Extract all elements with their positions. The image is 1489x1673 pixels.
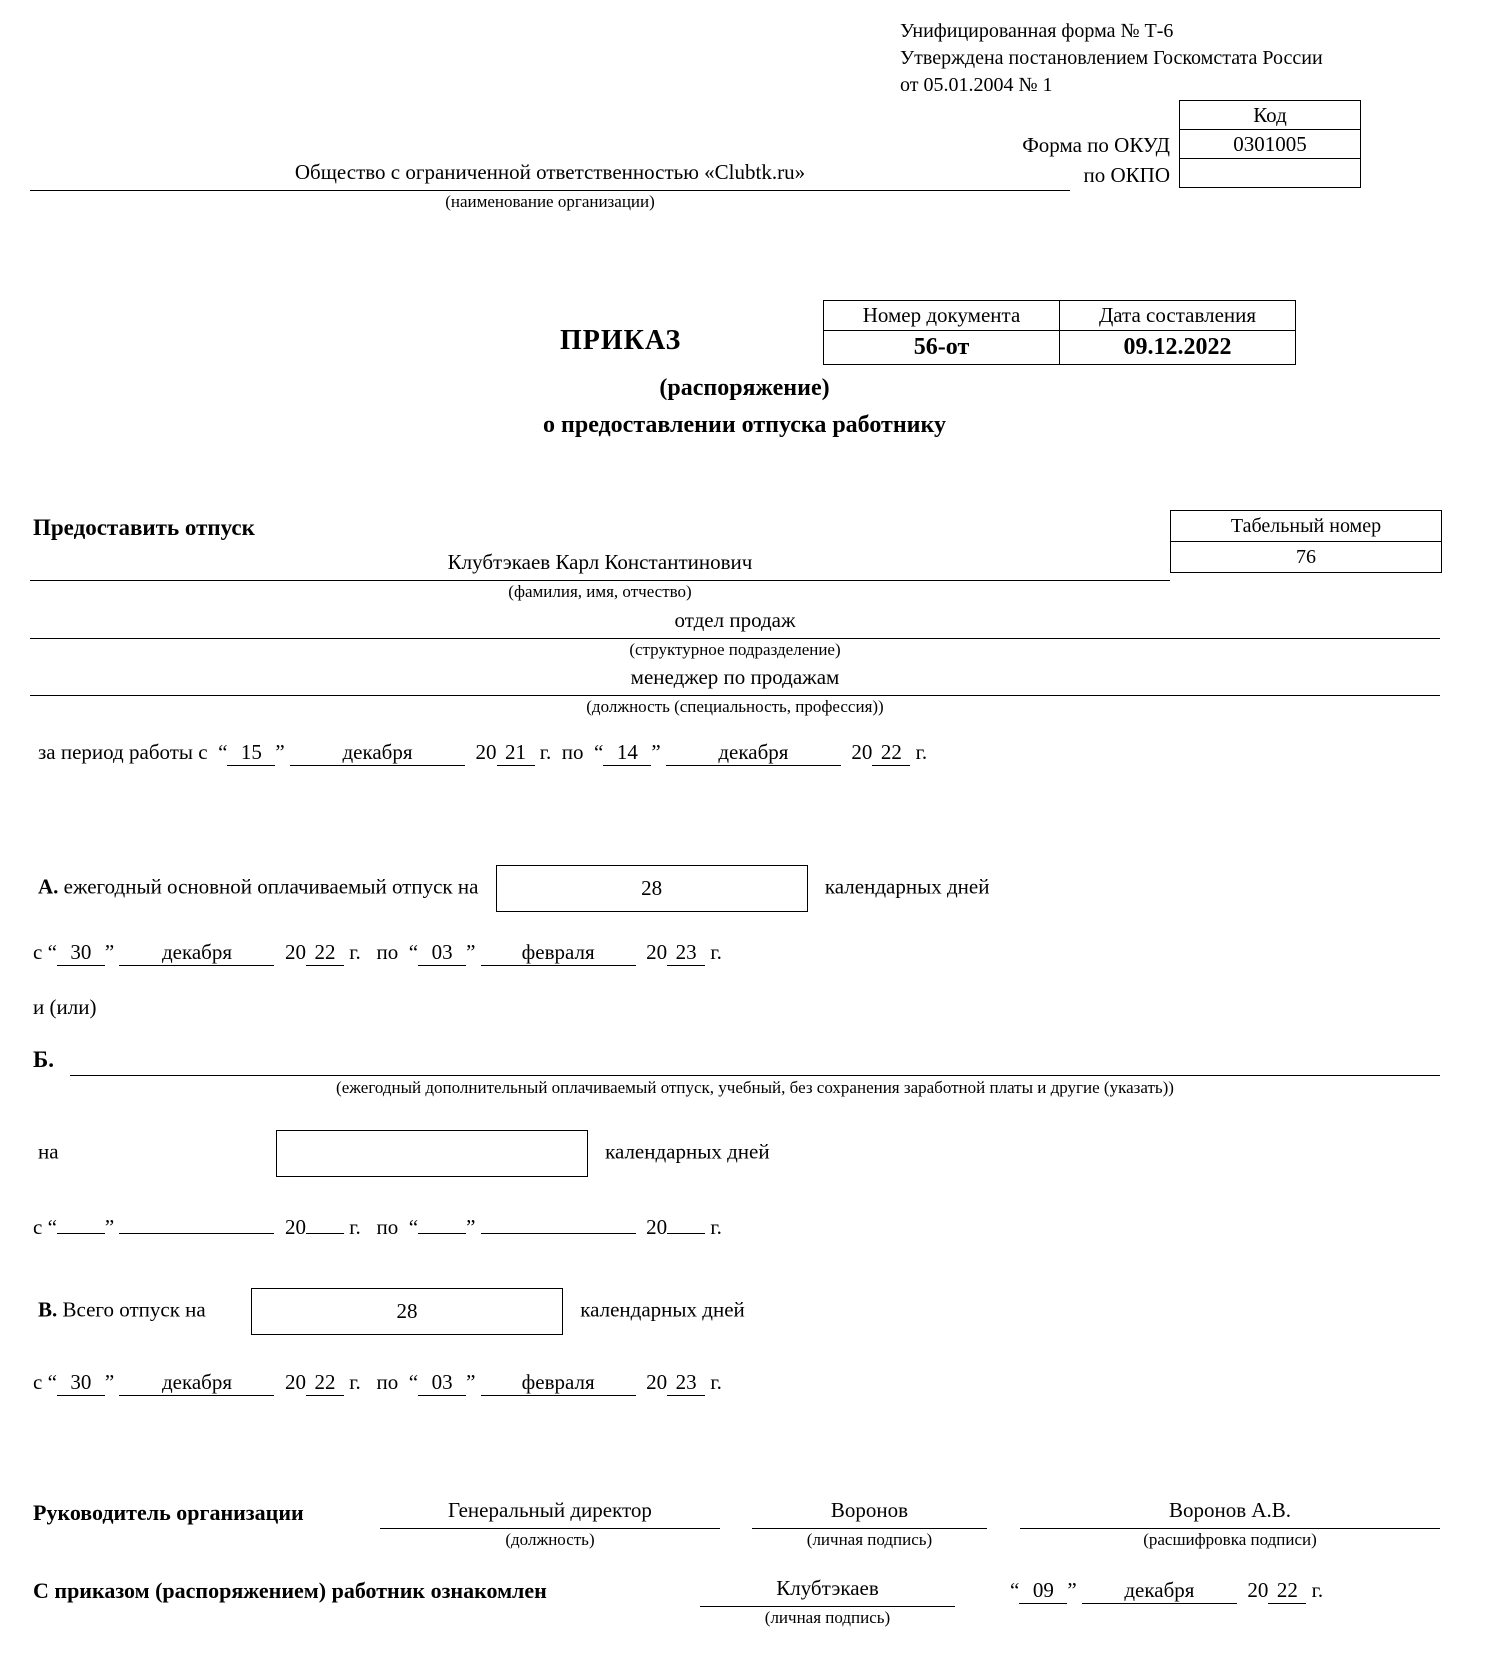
employee-department: отдел продаж (30, 608, 1440, 639)
work-period-from-day: 15 (227, 740, 275, 766)
head-position-caption: (должность) (505, 1530, 595, 1549)
acknowledgement-signature: Клубтэкаев (700, 1576, 955, 1607)
section-b-from-day (57, 1233, 105, 1234)
acknowledgement-signature-caption: (личная подпись) (764, 1608, 891, 1627)
section-v-from-month: декабря (119, 1370, 274, 1396)
section-b-caption: (ежегодный дополнительный оплачиваемый отпуск, учебный, без сохранения заработной платы и другие (указать)) (336, 1078, 1174, 1097)
section-b-g2: г. (710, 1215, 722, 1239)
section-a-from-year: 22 (306, 940, 344, 966)
work-period-from-year-prefix: 20 (475, 740, 497, 764)
head-signature-caption: (личная подпись) (806, 1530, 933, 1549)
section-v-from-year-prefix: 20 (284, 1370, 306, 1394)
acknowledgement-date-row: “ 09 ” декабря 20 22 г. (1010, 1578, 1324, 1602)
okpo-label: по ОКПО (1083, 163, 1170, 187)
work-period-prefix: за период работы с (38, 740, 208, 764)
work-period-to-year: 22 (872, 740, 910, 766)
section-a-days-box: 28 (496, 865, 808, 912)
employee-department-caption: (структурное подразделение) (629, 640, 841, 659)
section-b-dates-row: с “ ” 20 г. по “ ” 20 г. (33, 1215, 722, 1239)
employee-position: менеджер по продажам (30, 665, 1440, 696)
section-a-to-day: 03 (418, 940, 466, 966)
section-b-from-year-prefix: 20 (284, 1215, 306, 1239)
code-table-header: Код (1253, 103, 1287, 127)
section-v-days-label: календарных дней (580, 1297, 745, 1322)
form-header-line2: Утверждена постановлением Госкомстата России (900, 47, 1323, 69)
section-v-to-day: 03 (418, 1370, 466, 1396)
section-v-to-month: февраля (481, 1370, 636, 1396)
section-b-from-month (119, 1233, 274, 1234)
section-v-dates-row: с “ 30 ” декабря 20 22 г. по “ 03 ” февраля 20 23 г. (33, 1370, 722, 1394)
section-a-from-month: декабря (119, 940, 274, 966)
section-a-to-year: 23 (667, 940, 705, 966)
section-a-letter: А. (38, 874, 59, 899)
organization-name: Общество с ограниченной ответственностью «Clubtk.ru» (30, 160, 1070, 191)
section-v-letter: В. (38, 1297, 58, 1322)
document-number-table (823, 300, 1296, 365)
section-a-from-day: 30 (57, 940, 105, 966)
section-v-g1: г. (349, 1370, 361, 1394)
section-b-days-label: календарных дней (605, 1139, 770, 1164)
section-b-from-prefix: с (33, 1215, 43, 1239)
head-signature-value: Воронов (752, 1498, 987, 1529)
work-period-from-year: 21 (497, 740, 535, 766)
form-header-line1: Унифицированная форма № Т-6 (900, 20, 1174, 42)
document-subject: о предоставлении отпуска работнику (543, 412, 946, 438)
section-a-g2: г. (710, 940, 722, 964)
head-name-caption: (расшифровка подписи) (1143, 1530, 1317, 1549)
work-period-g2: г. (915, 740, 928, 764)
employee-fullname-caption: (фамилия, имя, отчество) (508, 582, 692, 601)
section-b-to-year (667, 1233, 705, 1234)
section-v-to-year-prefix: 20 (646, 1370, 668, 1394)
work-period-to-month: декабря (666, 740, 841, 766)
section-v-from-prefix: с (33, 1370, 43, 1394)
form-header-line3: от 05.01.2004 № 1 (900, 74, 1053, 96)
section-a-to-month: февраля (481, 940, 636, 966)
section-v-row (38, 1288, 745, 1335)
personnel-number-value: 76 (1171, 541, 1441, 572)
document-subtitle: (распоряжение) (659, 375, 830, 401)
section-v-days-box: 28 (251, 1288, 563, 1335)
okud-code-value: 0301005 (1180, 129, 1360, 158)
employee-fullname: Клубтэкаев Карл Константинович (30, 550, 1170, 581)
employee-position-caption: (должность (специальность, профессия)) (586, 697, 884, 716)
document-number-header: Номер документа (824, 301, 1060, 331)
section-a-from-year-prefix: 20 (284, 940, 306, 964)
acknowledgement-day: 09 (1019, 1578, 1067, 1604)
section-b-na-label: на (38, 1139, 59, 1164)
work-period-to-year-prefix: 20 (851, 740, 873, 764)
acknowledgement-g: г. (1311, 1578, 1324, 1602)
document-date-header: Дата составления (1060, 301, 1296, 331)
work-period-to-day: 14 (603, 740, 651, 766)
grant-leave-label: Предоставить отпуск (33, 515, 255, 540)
acknowledgement-year: 22 (1268, 1578, 1306, 1604)
section-b-to-day (418, 1233, 466, 1234)
acknowledgement-month: декабря (1082, 1578, 1237, 1604)
acknowledgement-label: С приказом (распоряжением) работник ознакомлен (33, 1578, 547, 1603)
section-a-to-year-prefix: 20 (646, 940, 668, 964)
head-name-value: Воронов А.В. (1020, 1498, 1440, 1529)
section-b-g1: г. (349, 1215, 361, 1239)
section-v-from-year: 22 (306, 1370, 344, 1396)
section-b-from-year (306, 1233, 344, 1234)
section-v-mid: по (376, 1370, 399, 1394)
organization-caption: (наименование организации) (445, 192, 655, 211)
section-b-mid: по (376, 1215, 399, 1239)
acknowledgement-year-prefix: 20 (1247, 1578, 1269, 1602)
okud-label: Форма по ОКУД (1022, 133, 1170, 157)
section-a-mid: по (376, 940, 399, 964)
section-v-g2: г. (710, 1370, 722, 1394)
head-of-organization-label: Руководитель организации (33, 1500, 304, 1525)
code-table (1179, 100, 1361, 188)
work-period-from-month: декабря (290, 740, 465, 766)
document-number-value: 56-от (824, 331, 1060, 365)
section-b-value (70, 1047, 1440, 1076)
section-a-row (38, 865, 989, 912)
work-period-mid: по (561, 740, 584, 764)
document-date-value: 09.12.2022 (1060, 331, 1296, 365)
section-b-days-box (276, 1130, 588, 1177)
section-v-to-year: 23 (667, 1370, 705, 1396)
personnel-number-table (1170, 510, 1442, 573)
work-period-row: за период работы с “ 15 ” декабря 20 21 г. по “ 14 ” декабря 20 22 г. (38, 740, 928, 764)
section-v-text: Всего отпуск на (62, 1297, 206, 1322)
section-a-days-label: календарных дней (824, 874, 990, 899)
form-header-notes (900, 18, 1323, 99)
section-a-from-prefix: с (33, 940, 43, 964)
section-v-from-day: 30 (57, 1370, 105, 1396)
section-a-text: ежегодный основной оплачиваемый отпуск на (63, 874, 479, 899)
okpo-code-value (1180, 158, 1360, 187)
section-b-days-row (38, 1130, 770, 1177)
document-title: ПРИКАЗ (560, 325, 682, 356)
section-b-letter: Б. (33, 1047, 54, 1072)
section-a-dates-row: с “ 30 ” декабря 20 22 г. по “ 03 ” февраля 20 23 г. (33, 940, 722, 964)
section-a-g1: г. (349, 940, 361, 964)
work-period-g1: г. (539, 740, 552, 764)
section-b-to-month (481, 1233, 636, 1234)
and-or-label: и (или) (33, 995, 97, 1019)
section-b-to-year-prefix: 20 (646, 1215, 668, 1239)
head-position-value: Генеральный директор (380, 1498, 720, 1529)
personnel-number-header: Табельный номер (1230, 515, 1382, 537)
